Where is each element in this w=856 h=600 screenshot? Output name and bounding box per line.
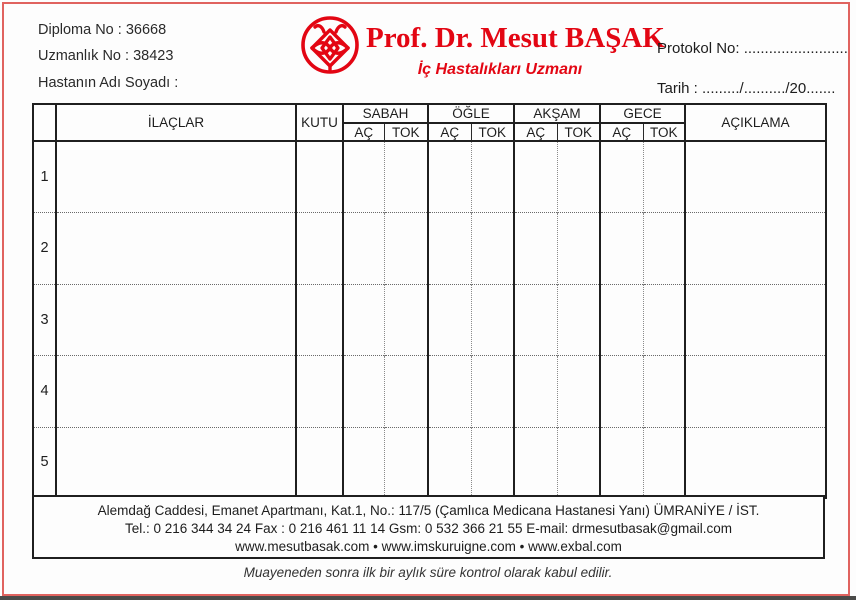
evening-ac-cell	[514, 355, 557, 427]
evening-ac-cell	[514, 284, 557, 355]
night-tok-cell	[643, 212, 685, 284]
evening-ac-cell	[514, 427, 557, 498]
morning-ac-cell	[343, 427, 384, 498]
scan-edge-strip	[0, 596, 856, 600]
noon-ac-header: AÇ	[428, 123, 471, 141]
explanation-cell	[685, 212, 826, 284]
morning-ac-header: AÇ	[343, 123, 384, 141]
morning-tok-cell	[384, 212, 428, 284]
night-ac-header: AÇ	[600, 123, 643, 141]
row-number: 5	[33, 427, 56, 498]
morning-tok-cell	[384, 427, 428, 498]
night-tok-cell	[643, 355, 685, 427]
noon-tok-cell	[471, 141, 514, 212]
row-number-column-header	[33, 104, 56, 141]
evening-ac-cell	[514, 212, 557, 284]
morning-tok-cell	[384, 141, 428, 212]
evening-ac-header: AÇ	[514, 123, 557, 141]
noon-tok-cell	[471, 355, 514, 427]
table-row	[33, 355, 826, 427]
diploma-no-line: Diploma No : 36668	[38, 22, 167, 38]
night-tok-cell	[643, 427, 685, 498]
morning-tok-cell	[384, 355, 428, 427]
explanation-cell	[685, 355, 826, 427]
row-number: 1	[40, 168, 49, 185]
evening-tok-cell	[557, 141, 600, 212]
explanation-cell	[685, 427, 826, 498]
medical-knot-logo	[300, 15, 360, 75]
morning-ac-cell	[343, 141, 384, 212]
night-tok-cell	[643, 141, 685, 212]
doctor-specialty: İç Hastalıkları Uzmanı	[417, 61, 583, 78]
evening-tok-cell	[557, 355, 600, 427]
websites-line: www.mesutbasak.com • www.imskuruigne.com • www.exbal.com	[235, 539, 622, 554]
protokol-no-line: Protokol No: .........................	[657, 40, 848, 57]
contact-line: Tel.: 0 216 344 34 24 Fax : 0 216 461 11 14 Gsm: 0 532 366 21 55 E-mail: drmesutbasak@gmail.com	[124, 521, 733, 536]
noon-ac-cell	[428, 427, 471, 498]
drug-cell	[56, 284, 296, 355]
drugs-column-header: İLAÇLAR	[56, 104, 296, 141]
box-cell	[296, 141, 343, 212]
drug-cell	[56, 427, 296, 498]
row-number: 3	[33, 284, 56, 355]
row-number: 4	[33, 355, 56, 427]
box-cell	[296, 284, 343, 355]
night-tok-cell	[643, 284, 685, 355]
noon-tok-header: TOK	[471, 123, 514, 141]
morning-group-header: SABAH	[343, 104, 428, 123]
prescription-table	[32, 103, 827, 499]
night-group-header: GECE	[600, 104, 685, 123]
morning-ac-cell	[343, 212, 384, 284]
address-line: Alemdağ Caddesi, Emanet Apartmanı, Kat.1, No.: 117/5 (Çamlıca Medicana Hastanesi Yanı) ÜMRANİYE / İST.	[97, 503, 760, 518]
noon-tok-cell	[471, 284, 514, 355]
noon-ac-cell	[428, 355, 471, 427]
control-note: Muayeneden sonra ilk bir aylık süre kontrol olarak kabul edilir.	[243, 565, 613, 580]
box-cell	[296, 355, 343, 427]
evening-group-header: AKŞAM	[514, 104, 600, 123]
noon-ac-cell	[428, 141, 471, 212]
table-row	[33, 212, 826, 284]
night-tok-header: TOK	[643, 123, 685, 141]
table-row	[33, 284, 826, 355]
evening-tok-cell	[557, 284, 600, 355]
morning-tok-header: TOK	[384, 123, 428, 141]
drug-cell	[56, 355, 296, 427]
explanation-cell	[685, 141, 826, 212]
drug-cell	[56, 212, 296, 284]
box-column-header: KUTU	[296, 104, 343, 141]
morning-tok-cell	[384, 284, 428, 355]
evening-tok-header: TOK	[557, 123, 600, 141]
evening-tok-cell	[557, 212, 600, 284]
morning-ac-cell	[343, 355, 384, 427]
explanation-column-header: AÇIKLAMA	[685, 104, 826, 141]
night-ac-cell	[600, 284, 643, 355]
row-number: 2	[33, 212, 56, 284]
box-cell	[296, 212, 343, 284]
explanation-cell	[685, 284, 826, 355]
noon-ac-cell	[428, 212, 471, 284]
noon-group-header: ÖĞLE	[428, 104, 514, 123]
snake-knot-icon	[300, 15, 360, 75]
night-ac-cell	[600, 141, 643, 212]
night-ac-cell	[600, 427, 643, 498]
morning-ac-cell	[343, 284, 384, 355]
tarih-line: Tarih : ........./........../20.......	[657, 80, 836, 97]
box-cell	[296, 427, 343, 498]
table-row	[33, 427, 826, 498]
night-ac-cell	[600, 355, 643, 427]
noon-ac-cell	[428, 284, 471, 355]
night-ac-cell	[600, 212, 643, 284]
address-box	[32, 495, 825, 559]
evening-ac-cell	[514, 141, 557, 212]
noon-tok-cell	[471, 212, 514, 284]
table-row	[33, 141, 826, 212]
evening-tok-cell	[557, 427, 600, 498]
patient-name-line: Hastanın Adı Soyadı :	[38, 75, 179, 91]
uzmanlik-no-line: Uzmanlık No : 38423	[38, 48, 174, 64]
noon-tok-cell	[471, 427, 514, 498]
drug-cell	[56, 141, 296, 212]
doctor-name: Prof. Dr. Mesut BAŞAK	[366, 22, 665, 54]
